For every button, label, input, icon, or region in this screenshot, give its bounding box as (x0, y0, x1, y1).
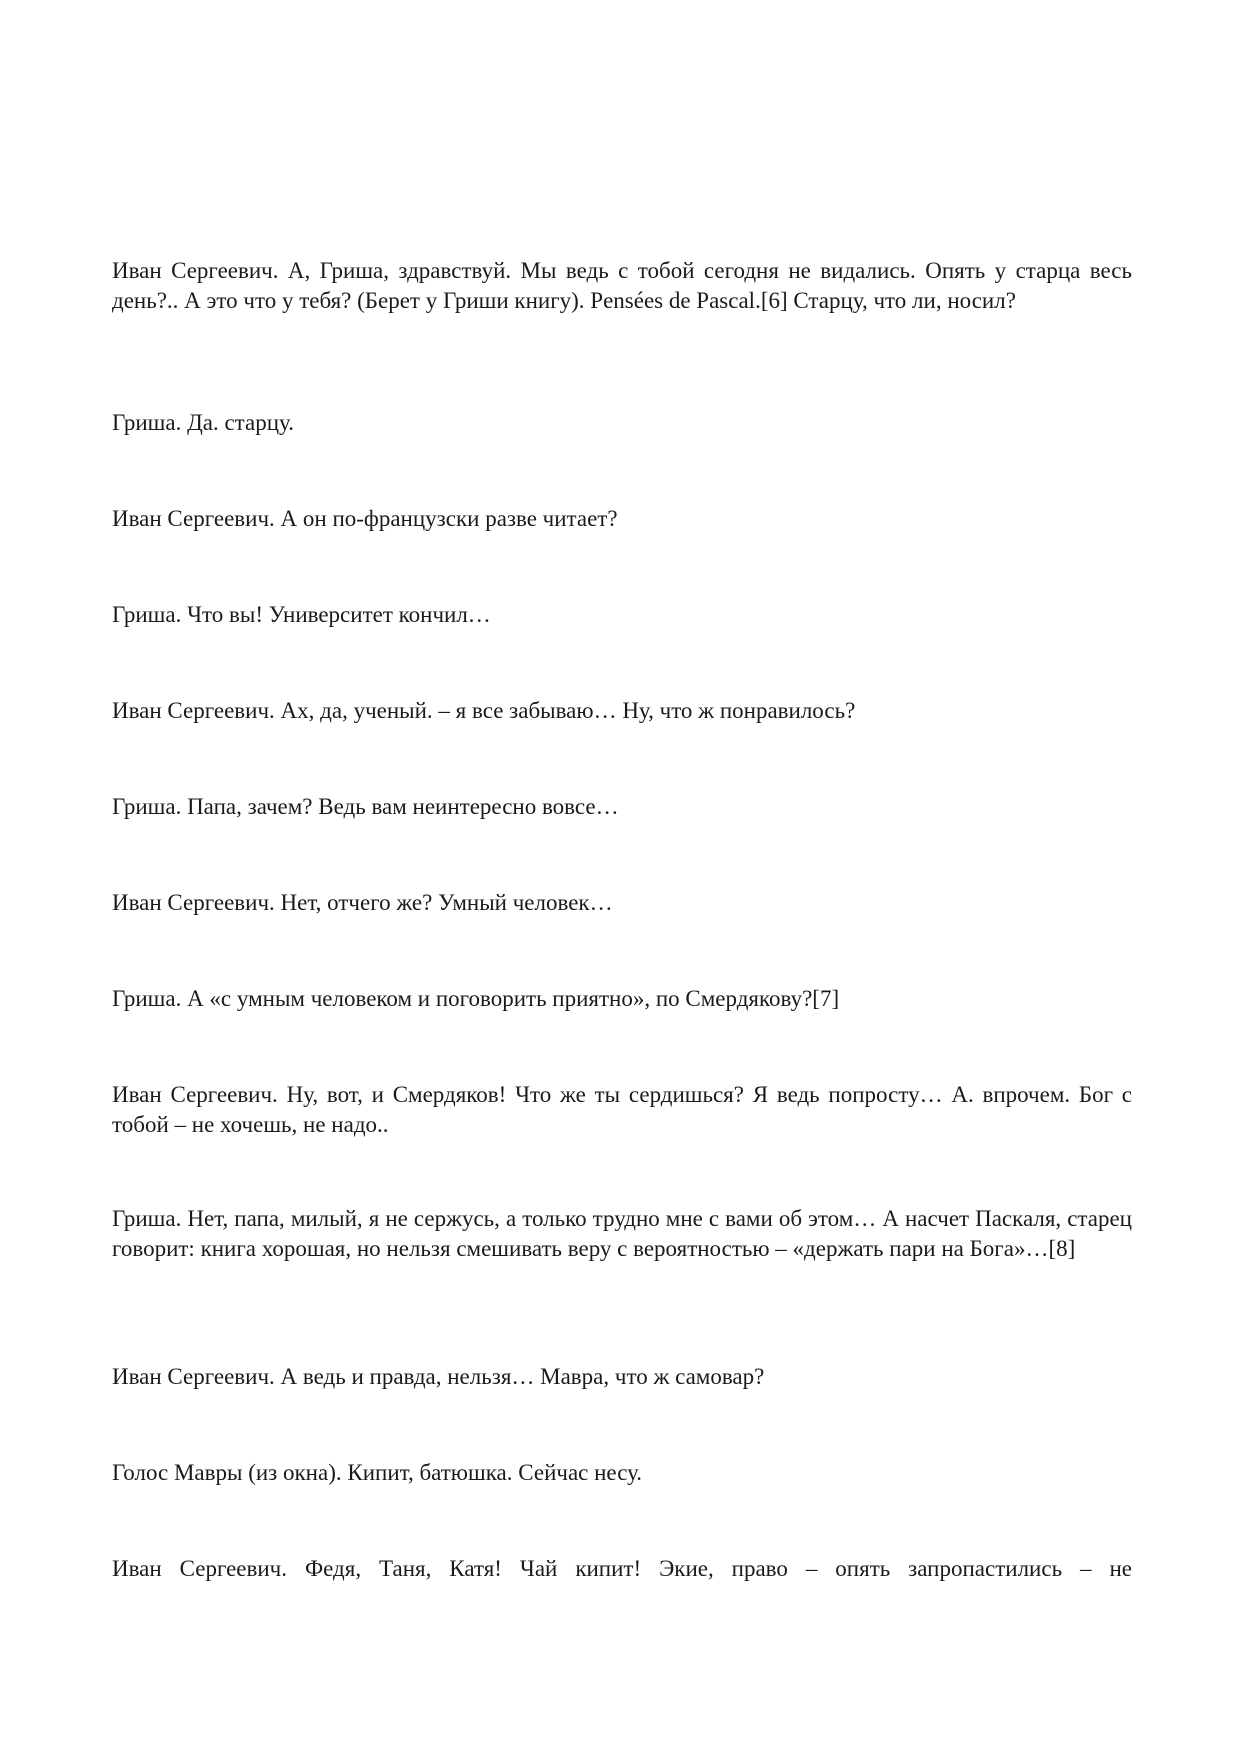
paragraph-8: Гриша. А «с умным человеком и поговорить приятно», по Смердякову?[7] (112, 986, 840, 1011)
paragraph-12: Голос Мавры (из окна). Кипит, батюшка. Сейчас несу. (112, 1460, 643, 1485)
paragraph-3: Иван Сергеевич. А он по-французски разве читает? (112, 506, 618, 531)
paragraph-13: Иван Сергеевич. Федя, Таня, Катя! Чай кипит! Экие, право – опять запропастились – не (112, 1556, 1132, 1581)
paragraph-1: Иван Сергеевич. А, Гриша, здравствуй. Мы ведь с тобой сегодня не видались. Опять у старца весь день?.. А это что у тебя? (Берет у Гриши книгу). Pensées de Pascal.[6] Старцу, что ли, носил? (112, 258, 1132, 313)
paragraph-7: Иван Сергеевич. Нет, отчего же? Умный человек… (112, 890, 613, 915)
paragraph-11: Иван Сергеевич. А ведь и правда, нельзя… Мавра, что ж самовар? (112, 1364, 765, 1389)
paragraph-5: Иван Сергеевич. Ах, да, ученый. – я все забываю… Ну, что ж понравилось? (112, 698, 856, 723)
paragraph-10: Гриша. Нет, папа, милый, я не сержусь, а только трудно мне с вами об этом… А насчет Паскаля, старец говорит: книга хорошая, но нельзя смешивать веру с вероятностью – «держать пари на Бога»…[8] (112, 1206, 1132, 1261)
paragraph-9: Иван Сергеевич. Ну, вот, и Смердяков! Что же ты сердишься? Я ведь попросту… А. впрочем. Бог с тобой – не хочешь, не надо.. (112, 1082, 1132, 1137)
paragraph-6: Гриша. Папа, зачем? Ведь вам неинтересно вовсе… (112, 794, 619, 819)
paragraph-4: Гриша. Что вы! Университет кончил… (112, 602, 491, 627)
paragraph-2: Гриша. Да. старцу. (112, 410, 294, 435)
